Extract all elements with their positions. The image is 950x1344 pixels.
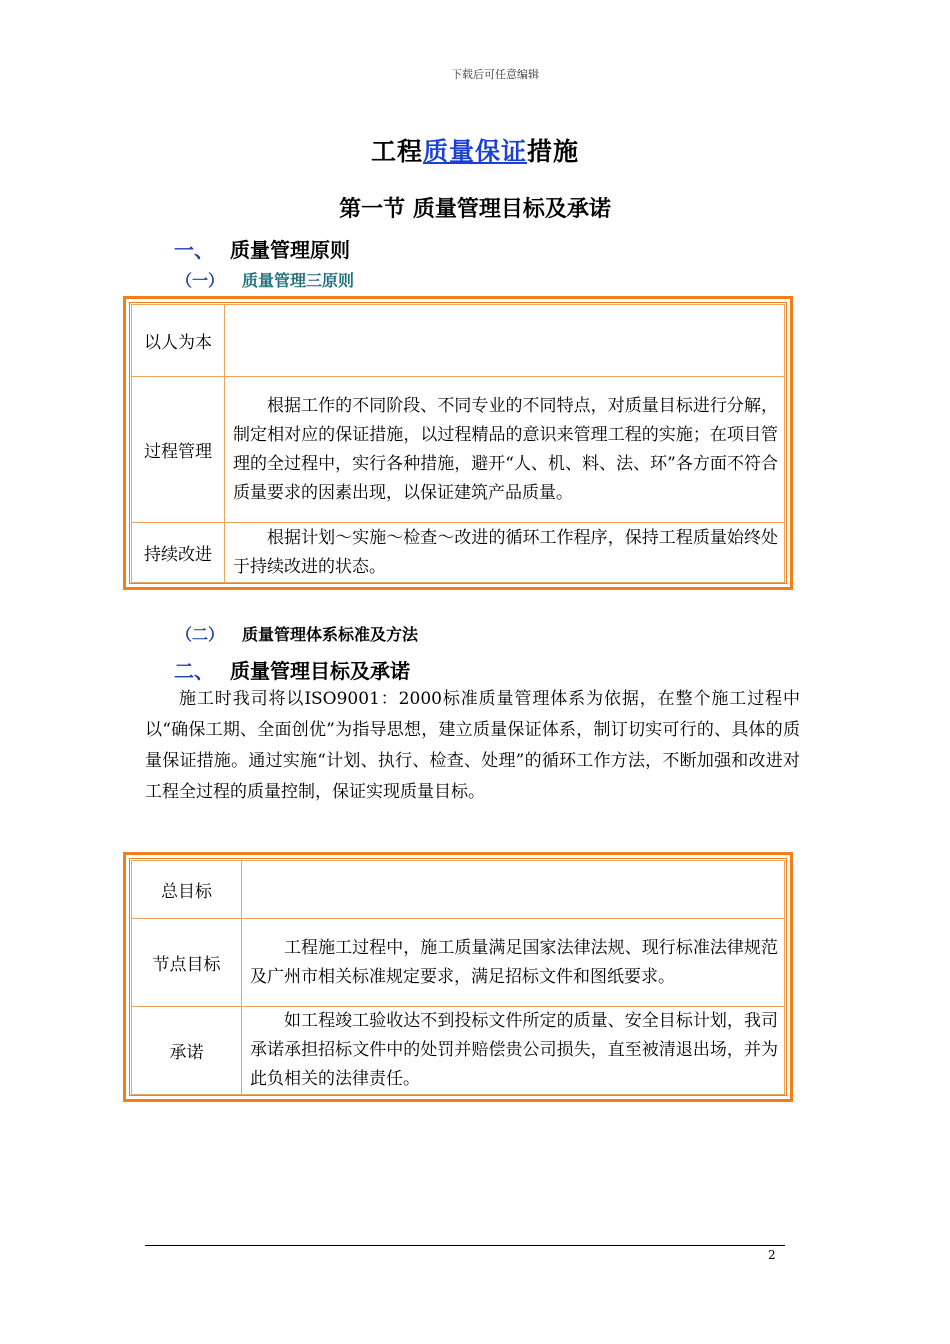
subheading-1-text: 质量管理三原则: [242, 271, 355, 290]
table-row: [132, 377, 785, 523]
subheading-2-text: 质量管理体系标准及方法: [242, 625, 419, 644]
subheading-1: [176, 268, 354, 291]
table-row: [132, 1007, 785, 1095]
table-cell-label: 总目标: [132, 861, 242, 919]
section-title: 第一节 质量管理目标及承诺: [339, 197, 611, 222]
principles-table: [131, 304, 785, 583]
principles-table-frame: [123, 296, 793, 590]
table-cell-content: [242, 861, 785, 919]
document-title: [0, 132, 950, 168]
page-number: 2: [768, 1248, 776, 1262]
table-cell-content: 如工程竣工验收达不到投标文件所定的质量、安全目标计划，我司承诺承担招标文件中的处罚并赔偿贵公司损失，直至被清退出场，并为此负相关的法律责任。: [242, 1007, 785, 1095]
footer-divider: [145, 1245, 785, 1246]
title-link[interactable]: 质量保证: [422, 137, 527, 166]
table-cell-label: 持续改进: [132, 523, 225, 583]
targets-table-frame: [123, 852, 793, 1102]
table-row: [132, 523, 785, 583]
heading-2-number: 二、: [174, 659, 214, 683]
targets-table: [131, 860, 785, 1095]
heading-2-text: 质量管理目标及承诺: [230, 659, 410, 683]
subheading-1-number: （一）: [176, 271, 225, 290]
table-row: [132, 919, 785, 1007]
title-prefix: 工程: [370, 137, 423, 166]
subheading-2-number: （二）: [176, 625, 225, 644]
table-cell-content: 根据计划～实施～检查～改进的循环工作程序，保持工程质量始终处于持续改进的状态。: [225, 523, 785, 583]
body-paragraph: 施工时我司将以ISO9001：2000标准质量管理体系为依据，在整个施工过程中以“确保工期、全面创优”为指导思想，建立质量保证体系，制订切实可行的、具体的质量保证措施。通过实施“计划、执行、检查、处理”的循环工作方法，不断加强和改进对工程全过程的质量控制，保证实现质量目标。: [145, 689, 800, 802]
table-cell-label: 承诺: [132, 1007, 242, 1095]
table-cell-content: 根据工作的不同阶段、不同专业的不同特点，对质量目标进行分解，制定相对应的保证措施，以过程精品的意识来管理工程的实施；在项目管理的全过程中，实行各种措施，避开“人、机、料、法、环”各方面不符合质量要求的因素出现，以保证建筑产品质量。: [225, 377, 785, 523]
heading-1: [174, 234, 350, 263]
heading-2: [174, 655, 410, 684]
table-cell-content: 工程施工过程中，施工质量满足国家法律法规、现行标准法律规范及广州市相关标准规定要求，满足招标文件和图纸要求。: [242, 919, 785, 1007]
heading-1-number: 一、: [174, 238, 214, 262]
table-cell-label: 以人为本: [132, 305, 225, 377]
title-suffix: 措施: [527, 137, 580, 166]
table-row: [132, 305, 785, 377]
subheading-2: [176, 622, 418, 645]
table-cell-label: 节点目标: [132, 919, 242, 1007]
page-header-note: 下载后可任意编辑: [451, 68, 539, 81]
heading-1-text: 质量管理原则: [230, 238, 350, 262]
table-row: [132, 861, 785, 919]
table-cell-label: 过程管理: [132, 377, 225, 523]
table-cell-content: [225, 305, 785, 377]
